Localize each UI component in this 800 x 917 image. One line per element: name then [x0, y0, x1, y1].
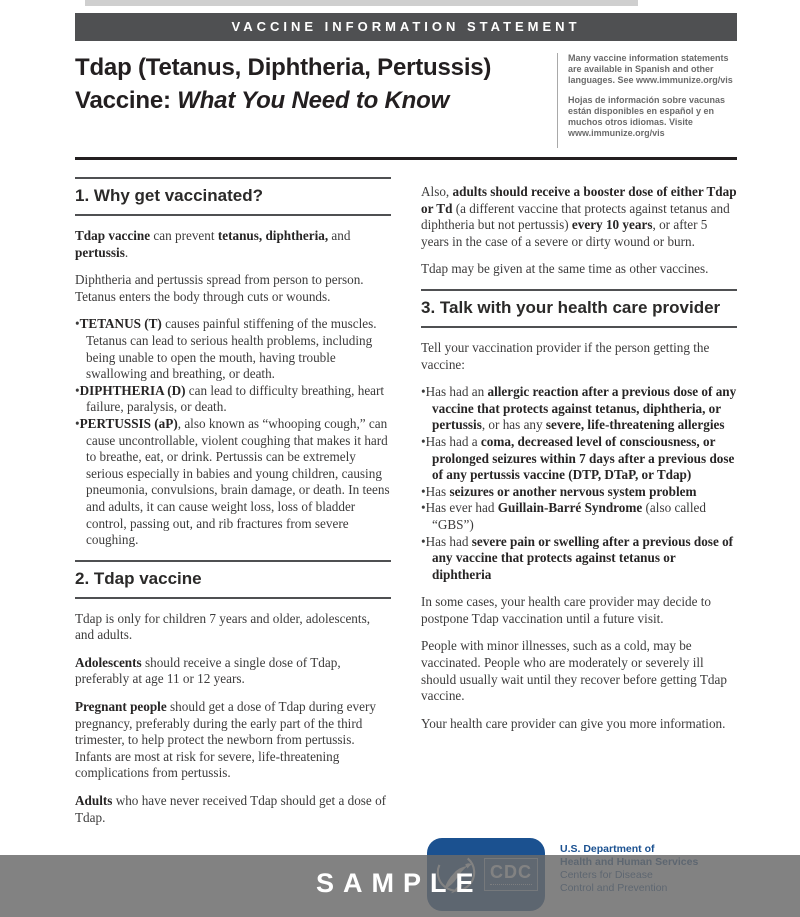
disease-bullet-list: [75, 316, 391, 548]
page-title-line2: [75, 84, 557, 117]
language-note-english: Many vaccine information statements are available in Spanish and other languages. See www.immunize.org/vis: [568, 53, 733, 85]
paragraph: Tdap vaccine can prevent tetanus, diphtheria, and pertussis.: [75, 228, 351, 260]
page-title-line2-italic: What You Need to Know: [177, 87, 450, 114]
page-title-line2-prefix: Vaccine:: [75, 87, 171, 114]
paragraph: Tell your vaccination provider if the person getting the vaccine:: [421, 339, 710, 372]
section-1-heading: 1. Why get vaccinated?: [75, 177, 391, 216]
language-note-spanish: Hojas de información sobre vacunas están disponibles en español y en muchos otros idiomas. Visite www.immunize.org/vis: [568, 95, 726, 138]
right-column: [421, 177, 737, 837]
vis-banner: [75, 13, 737, 41]
paragraph: Diphtheria and pertussis spread from person to person. Tetanus enters the body through cuts or wounds.: [75, 272, 364, 304]
bullet-item: • Has had a coma, decreased level of consciousness, or prolonged seizures within 7 days after a previous dose of any pertussis vaccine (DTP, DTaP, or Tdap): [421, 434, 737, 484]
sample-watermark-bar: [0, 855, 800, 917]
bullet-item: • Has seizures or another nervous system problem: [421, 484, 737, 501]
paragraph: Tdap may be given at the same time as other vaccines.: [421, 261, 709, 277]
section-3-heading: 3. Talk with your health care provider: [421, 289, 737, 328]
bullet-item: • Has had an allergic reaction after a previous dose of any vaccine that protects against tetanus, diphtheria, or pertussis, or has any severe, life-threatening allergies: [421, 384, 737, 434]
bullet-item: • Has ever had Guillain-Barré Syndrome (also called “GBS”): [421, 500, 737, 533]
bullet-item: • PERTUSSIS (aP), also known as “whooping cough,” can cause uncontrollable, violent coughing that makes it hard to breathe, eat, or drink. Pertussis can be extremely serious especially in babies and young children, causing pneumonia, convulsions, brain damage, or death. In teens and adults, it can cause weight loss, loss of bladder control, passing out, and rib fractures from severe coughing.: [75, 416, 391, 549]
vis-banner-text: VACCINE INFORMATION STATEMENT: [231, 19, 581, 34]
sample-watermark-text: SAMPLE: [316, 868, 483, 898]
paragraph: Also, adults should receive a booster dose of either Tdap or Td (a different vaccine that protects against tetanus and diphtheria but not pertussis) every 10 years, or after 5 years in the case of a severe or dirty wound or burn.: [421, 184, 737, 249]
paragraph: Your health care provider can give you more information.: [421, 715, 726, 731]
title-divider-rule: [75, 157, 737, 160]
left-column: [75, 177, 391, 837]
paragraph: In some cases, your health care provider may decide to postpone Tdap vaccination until a future visit.: [421, 594, 712, 626]
bullet-item: • DIPHTHERIA (D) can lead to difficulty breathing, heart failure, paralysis, or death.: [75, 383, 391, 416]
paragraph: Adults who have never received Tdap should get a dose of Tdap.: [75, 793, 387, 825]
bullet-item: • TETANUS (T) causes painful stiffening of the muscles. Tetanus can lead to serious health problems, including being unable to open the mouth, having trouble swallowing and breathing, or death.: [75, 316, 391, 382]
paragraph: Tdap is only for children 7 years and older, adolescents, and adults.: [75, 610, 370, 643]
page-title-line1: Tdap (Tetanus, Diphtheria, Pertussis): [75, 54, 492, 81]
bullet-item: • Has had severe pain or swelling after a previous dose of any vaccine that protects against tetanus or diphtheria: [421, 534, 737, 584]
hhs-text-line1: U.S. Department of: [560, 843, 655, 855]
document-body: [75, 177, 737, 837]
page-title: [75, 51, 557, 148]
paragraph: People with minor illnesses, such as a cold, may be vaccinated. People who are moderately or severely ill should usually wait until they recover before getting Tdap vaccine.: [421, 638, 727, 704]
provider-warning-bullet-list: [421, 384, 737, 583]
header-row: [75, 51, 737, 148]
scan-artifact-strip: [85, 0, 638, 6]
paragraph: Pregnant people should get a dose of Tdap during every pregnancy, preferably during the early part of the third trimester, to help protect the newborn from pertussis. Infants are most at risk for severe, life-threatening complications from pertussis.: [75, 699, 376, 781]
section-2-heading: 2. Tdap vaccine: [75, 560, 391, 599]
paragraph: Adolescents should receive a single dose of Tdap, preferably at age 11 or 12 years.: [75, 654, 341, 687]
language-availability-note: [557, 53, 737, 148]
